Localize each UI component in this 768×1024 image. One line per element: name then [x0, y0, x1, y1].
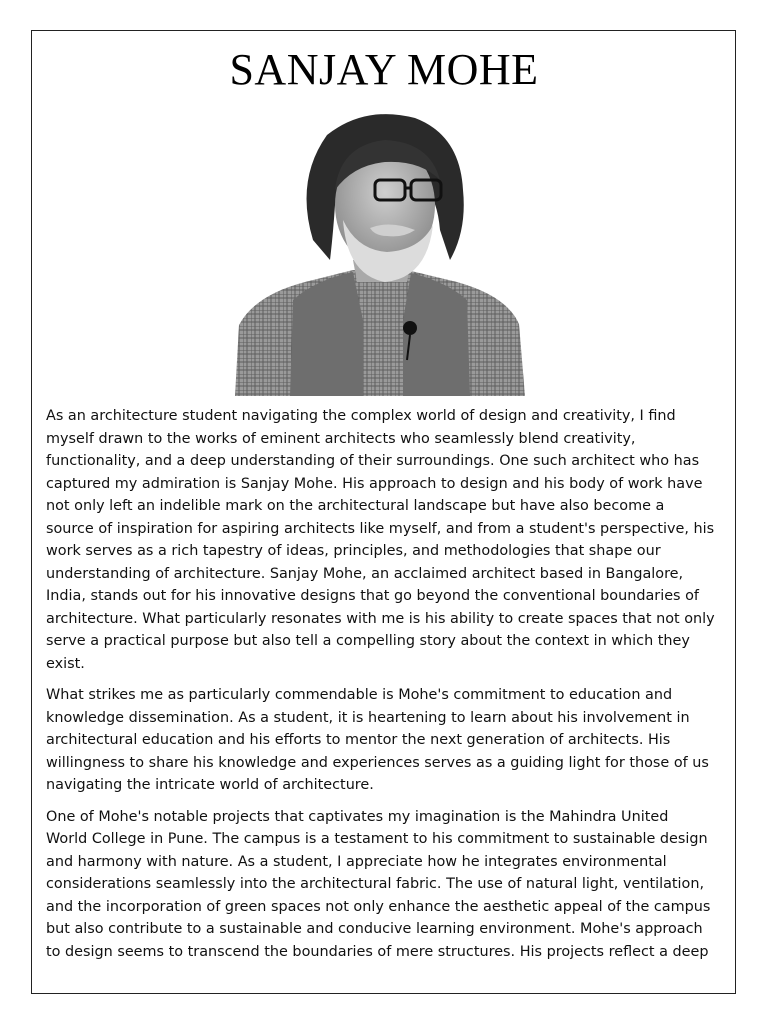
paragraph-line: considerations seamlessly into the architectural fabric. The use of natural light, ventilation,: [46, 876, 705, 892]
paragraph-1: [46, 405, 726, 675]
paragraph-line: not only left an indelible mark on the architectural landscape but have also become a: [46, 498, 665, 514]
paragraph-line: navigating the intricate world of architecture.: [46, 777, 374, 793]
paragraph-line: World College in Pune. The campus is a testament to his commitment to sustainable design: [46, 831, 708, 847]
paragraph-line: functionality, and a deep understanding of their surroundings. One such architect who has: [46, 453, 700, 469]
paragraph-line: architectural education and his efforts to mentor the next generation of architects. His: [46, 732, 671, 748]
paragraph-2: [46, 684, 726, 797]
paragraph-line: captured my admiration is Sanjay Mohe. His approach to design and his body of work have: [46, 475, 703, 492]
paragraph-line: What strikes me as particularly commendable is Mohe's commitment to education and: [46, 687, 673, 703]
paragraph-line: architecture. What particularly resonates with me is his ability to create spaces that not only: [46, 610, 715, 627]
paragraph-line: myself drawn to the works of eminent architects who seamlessly blend creativity,: [46, 430, 636, 447]
paragraph-line: source of inspiration for aspiring architects like myself, and from a student's perspective, his: [46, 520, 715, 537]
page-title: SANJAY MOHE: [229, 45, 539, 94]
paragraph-line: One of Mohe's notable projects that captivates my imagination is the Mahindra United: [46, 808, 669, 825]
paragraph-line: knowledge dissemination. As a student, it is heartening to learn about his involvement in: [46, 709, 690, 726]
article-body: [46, 405, 726, 972]
paragraph-line: serve a practical purpose but also tell a compelling story about the context in which they: [46, 633, 690, 649]
paragraph-line: work serves as a rich tapestry of ideas, principles, and methodologies that shape our: [46, 543, 661, 559]
paragraph-line: willingness to share his knowledge and experiences serves as a guiding light for those of us: [46, 754, 709, 771]
paragraph-line: As an architecture student navigating the complex world of design and creativity, I find: [46, 408, 676, 424]
paragraph-line: exist.: [46, 655, 85, 672]
portrait-photo: [235, 110, 525, 396]
paragraph-line: and harmony with nature. As a student, I appreciate how he integrates environmental: [46, 853, 667, 870]
paragraph-line: but also contribute to a sustainable and conducive learning environment. Mohe's approach: [46, 921, 703, 937]
paragraph-line: India, stands out for his innovative designs that go beyond the conventional boundaries of: [46, 588, 699, 604]
paragraph-line: and the incorporation of green spaces not only enhance the aesthetic appeal of the campus: [46, 898, 711, 915]
paragraph-line: to design seems to transcend the boundaries of mere structures. His projects reflect a deep: [46, 943, 709, 960]
paragraph-line: understanding of architecture. Sanjay Mohe, an acclaimed architect based in Bangalore,: [46, 565, 684, 582]
paragraph-3: [46, 806, 726, 964]
